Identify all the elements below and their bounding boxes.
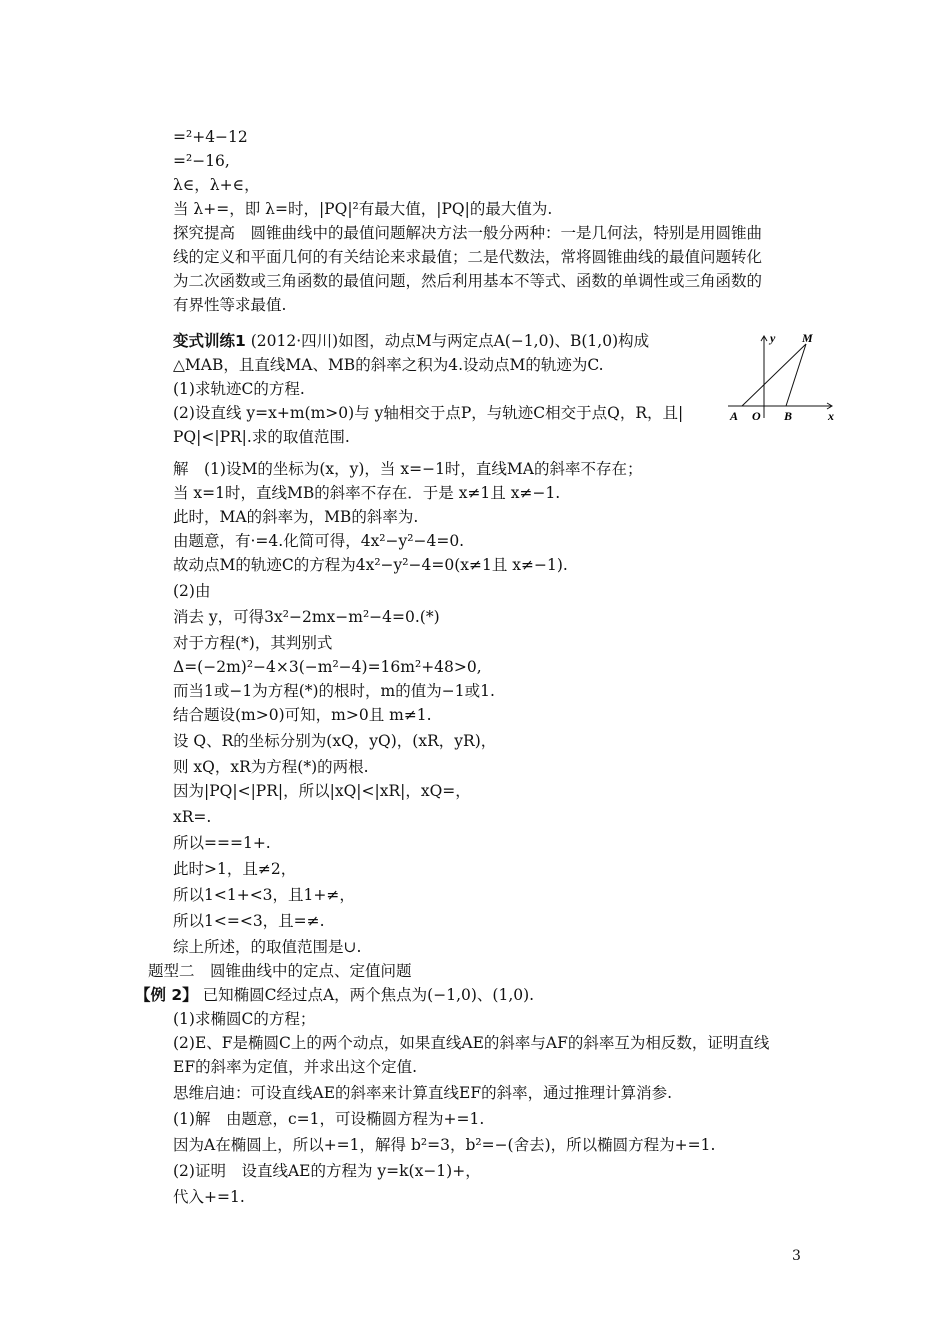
figure-y-label: y bbox=[770, 331, 776, 345]
text-line: 对于方程(*)，其判别式 bbox=[173, 634, 333, 652]
text-line: 思维启迪：可设直线AE的斜率来计算直线EF的斜率，通过推理计算消参. bbox=[173, 1084, 673, 1102]
text-line: 综上所述，的取值范围是∪. bbox=[173, 938, 362, 956]
text-line: (1)解 由题意，c=1，可设椭圆方程为+=1. bbox=[173, 1110, 485, 1128]
text-line: xR=. bbox=[173, 808, 212, 826]
text-line: 故动点M的轨迹C的方程为4x²−y²−4=0(x≠1且 x≠−1). bbox=[173, 556, 568, 574]
text-line: (2)证明 设直线AE的方程为 y=k(x−1)+， bbox=[173, 1162, 481, 1180]
text-line: 因为A在椭圆上，所以+=1，解得 b²=3，b²=−(舍去)，所以椭圆方程为+=1. bbox=[173, 1136, 716, 1154]
text-line: Δ=(−2m)²−4×3(−m²−4)=16m²+48>0, bbox=[173, 658, 482, 676]
text-line: (1)求椭圆C的方程； bbox=[173, 1010, 316, 1028]
text-line: 当 λ+=，即 λ=时，|PQ|²有最大值，|PQ|的最大值为. bbox=[173, 200, 553, 218]
text-line: 设 Q、R的坐标分别为(xQ，yQ)，(xR，yR)， bbox=[173, 732, 497, 750]
text-line: 线的定义和平面几何的有关结论来求最值；二是代数法，常将圆锥曲线的最值问题转化 bbox=[173, 248, 763, 266]
text-line: 代入+=1. bbox=[173, 1188, 245, 1206]
text-line: PQ|<|PR|.求的取值范围. bbox=[173, 428, 350, 446]
text-line: 有界性等求最值. bbox=[173, 296, 287, 314]
text-line: 此时>1，且≠2， bbox=[173, 860, 297, 878]
text-line: 由题意，有·=4.化简可得，4x²−y²−4=0. bbox=[173, 532, 465, 550]
coordinate-figure bbox=[720, 330, 840, 422]
text-line: 所以1<=<3，且=≠. bbox=[173, 912, 325, 930]
text-line: 则 xQ，xR为方程(*)的两根. bbox=[173, 758, 369, 776]
variant-text: (2012·四川)如图，动点M与两定点A(−1,0)、B(1,0)构成 bbox=[250, 332, 650, 350]
text-line: (2)设直线 y=x+m(m>0)与 y轴相交于点P，与轨迹C相交于点Q，R，且| bbox=[173, 404, 684, 422]
text-line: 所以1<1+<3，且1+≠， bbox=[173, 886, 355, 904]
text-line: (1)求轨迹C的方程. bbox=[173, 380, 305, 398]
text-line: 探究提高 圆锥曲线中的最值问题解决方法一般分两种：一是几何法，特别是用圆锥曲 bbox=[173, 224, 763, 242]
text-line: (2)E、F是椭圆C上的两个动点，如果直线AE的斜率与AF的斜率互为相反数，证明直线 bbox=[173, 1034, 770, 1052]
text-line: 而当1或−1为方程(*)的根时，m的值为−1或1. bbox=[173, 682, 495, 700]
text-line: (2)由 bbox=[173, 582, 211, 600]
text-line: λ∈，λ+∈， bbox=[173, 176, 260, 194]
text-line: 消去 y，可得3x²−2mx−m²−4=0.(*) bbox=[173, 608, 440, 626]
text-line: △MAB，且直线MA、MB的斜率之积为4.设动点M的轨迹为C. bbox=[173, 356, 604, 374]
text-line: =²+4−12 bbox=[173, 128, 248, 146]
example-text: 已知椭圆C经过点A，两个焦点为(−1,0)、(1,0). bbox=[202, 986, 535, 1004]
text-line: EF的斜率为定值，并求出这个定值. bbox=[173, 1058, 417, 1076]
text-line: 所以===1+. bbox=[173, 834, 271, 852]
figure-m-label: M bbox=[802, 331, 813, 345]
figure-b-label: B bbox=[784, 409, 793, 422]
example-label: 【例 2】 bbox=[135, 986, 198, 1004]
text-line: 此时，MA的斜率为，MB的斜率为. bbox=[173, 508, 419, 526]
example-line bbox=[135, 985, 534, 1005]
section-heading: 题型二 圆锥曲线中的定点、定值问题 bbox=[148, 962, 412, 980]
page-number: 3 bbox=[792, 1248, 801, 1264]
figure-a-label: A bbox=[730, 409, 739, 422]
text-line: 为二次函数或三角函数的最值问题，然后利用基本不等式、函数的单调性或三角函数的 bbox=[173, 272, 763, 290]
text-line: 因为|PQ|<|PR|，所以|xQ|<|xR|，xQ=， bbox=[173, 782, 471, 800]
text-line: 结合题设(m>0)可知，m>0且 m≠1. bbox=[173, 706, 432, 724]
figure-x-label: x bbox=[828, 409, 834, 422]
variant-line bbox=[173, 331, 649, 351]
variant-label: 变式训练1 bbox=[173, 332, 246, 350]
text-line: =²−16, bbox=[173, 152, 230, 170]
text-line: 解 (1)设M的坐标为(x，y)，当 x=−1时，直线MA的斜率不存在； bbox=[173, 460, 643, 478]
text-line: 当 x=1时，直线MB的斜率不存在．于是 x≠1且 x≠−1. bbox=[173, 484, 561, 502]
figure-o-label: O bbox=[752, 409, 761, 422]
